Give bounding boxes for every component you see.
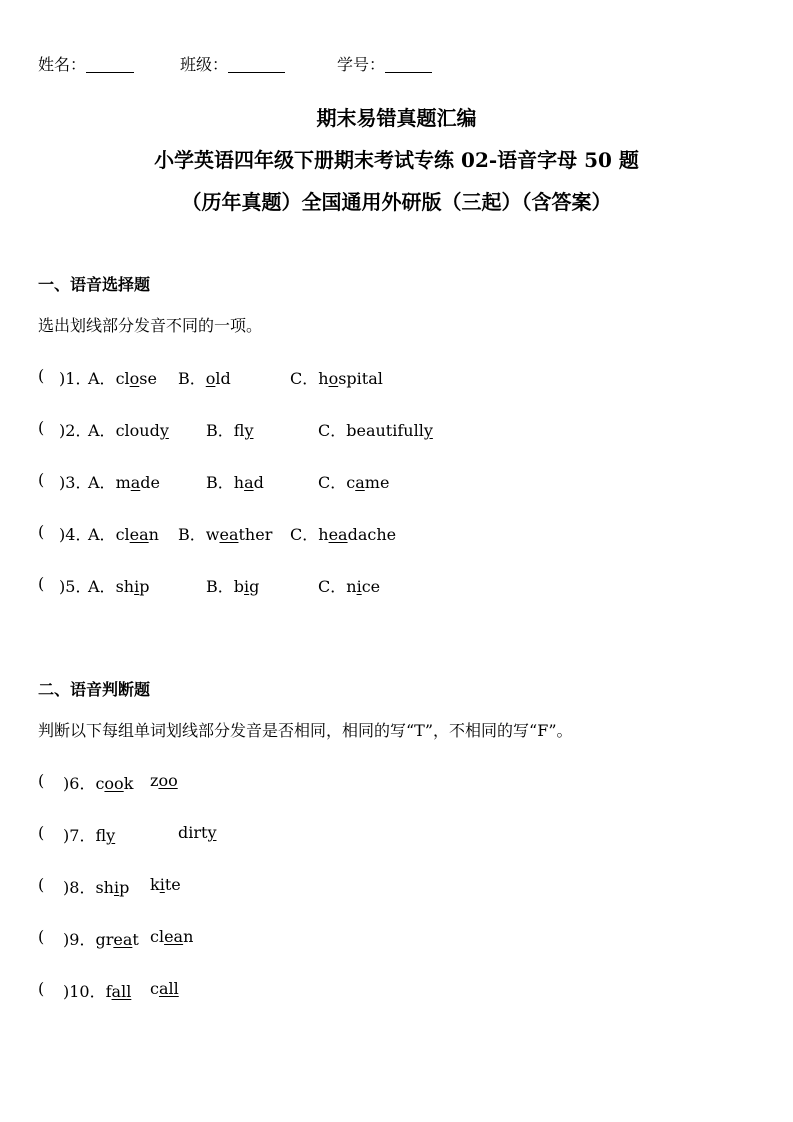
question-4-number: )4． — [59, 525, 92, 544]
student-id-label: 学号： — [337, 55, 386, 74]
question-8-paren[interactable]: ( — [38, 875, 45, 894]
question-3-number: )3． — [59, 473, 92, 492]
student-id-field — [337, 52, 432, 75]
question-1-option-b: B．old — [178, 369, 231, 388]
question-10-word-1: )10．fall — [63, 982, 132, 1001]
question-10-paren[interactable]: ( — [38, 979, 45, 998]
student-id-blank[interactable] — [385, 56, 432, 73]
question-3-option-a: A．made — [88, 473, 160, 492]
question-7-paren[interactable]: ( — [38, 823, 45, 842]
question-3-paren[interactable]: ( — [38, 470, 45, 489]
question-8-word-2: kite — [150, 875, 181, 894]
question-1-paren[interactable]: ( — [38, 366, 45, 385]
page-subtitle-2: （历年真题）全国通用外研版（三起）（含答案） — [181, 190, 612, 214]
question-2-option-a: A．cloudy — [88, 421, 169, 440]
question-4-option-c: C．headache — [290, 525, 397, 544]
question-10-word-2: call — [150, 979, 179, 998]
section1-instruction: 选出划线部分发音不同的一项。 — [38, 316, 263, 335]
page-subtitle: 小学英语四年级下册期末考试专练 02-语音字母 50 题 — [154, 148, 639, 172]
question-2-number: )2． — [59, 421, 92, 440]
question-4-paren[interactable]: ( — [38, 522, 45, 541]
question-5-option-c: C．nice — [318, 577, 381, 596]
question-7-word-2: dirty — [178, 823, 217, 842]
question-4-option-b: B．weather — [178, 525, 273, 544]
question-5-option-b: B．big — [206, 577, 260, 596]
section2-heading: 二、语音判断题 — [38, 680, 151, 699]
question-2-paren[interactable]: ( — [38, 418, 45, 437]
section2-instruction: 判断以下每组单词划线部分发音是否相同，相同的写“T”，不相同的写“F”。 — [38, 721, 573, 740]
question-2-option-c: C．beautifully — [318, 421, 433, 440]
class-blank[interactable] — [228, 56, 285, 73]
question-4-option-a: A．clean — [88, 525, 159, 544]
name-label: 姓名： — [38, 55, 87, 74]
name-blank[interactable] — [86, 56, 134, 73]
question-3-option-b: B．had — [206, 473, 264, 492]
question-5-number: )5． — [59, 577, 92, 596]
question-7-word-1: )7．fly — [63, 826, 116, 845]
name-field — [38, 52, 134, 75]
class-field — [180, 52, 285, 75]
page-title: 期末易错真题汇编 — [316, 106, 477, 130]
question-1-option-c: C．hospital — [290, 369, 383, 388]
question-1-number: )1． — [59, 369, 92, 388]
question-5-option-a: A．ship — [88, 577, 150, 596]
question-1-option-a: A．close — [88, 369, 157, 388]
section1-heading: 一、语音选择题 — [38, 275, 151, 294]
question-3-option-c: C．came — [318, 473, 390, 492]
question-6-paren[interactable]: ( — [38, 771, 45, 790]
question-5-paren[interactable]: ( — [38, 574, 45, 593]
question-6-word-2: zoo — [150, 771, 178, 790]
question-9-word-2: clean — [150, 927, 194, 946]
question-9-paren[interactable]: ( — [38, 927, 45, 946]
class-label: 班级： — [180, 55, 229, 74]
question-8-word-1: )8．ship — [63, 878, 130, 897]
question-9-word-1: )9．great — [63, 930, 139, 949]
question-6-word-1: )6．cook — [63, 774, 134, 793]
question-2-option-b: B．fly — [206, 421, 254, 440]
